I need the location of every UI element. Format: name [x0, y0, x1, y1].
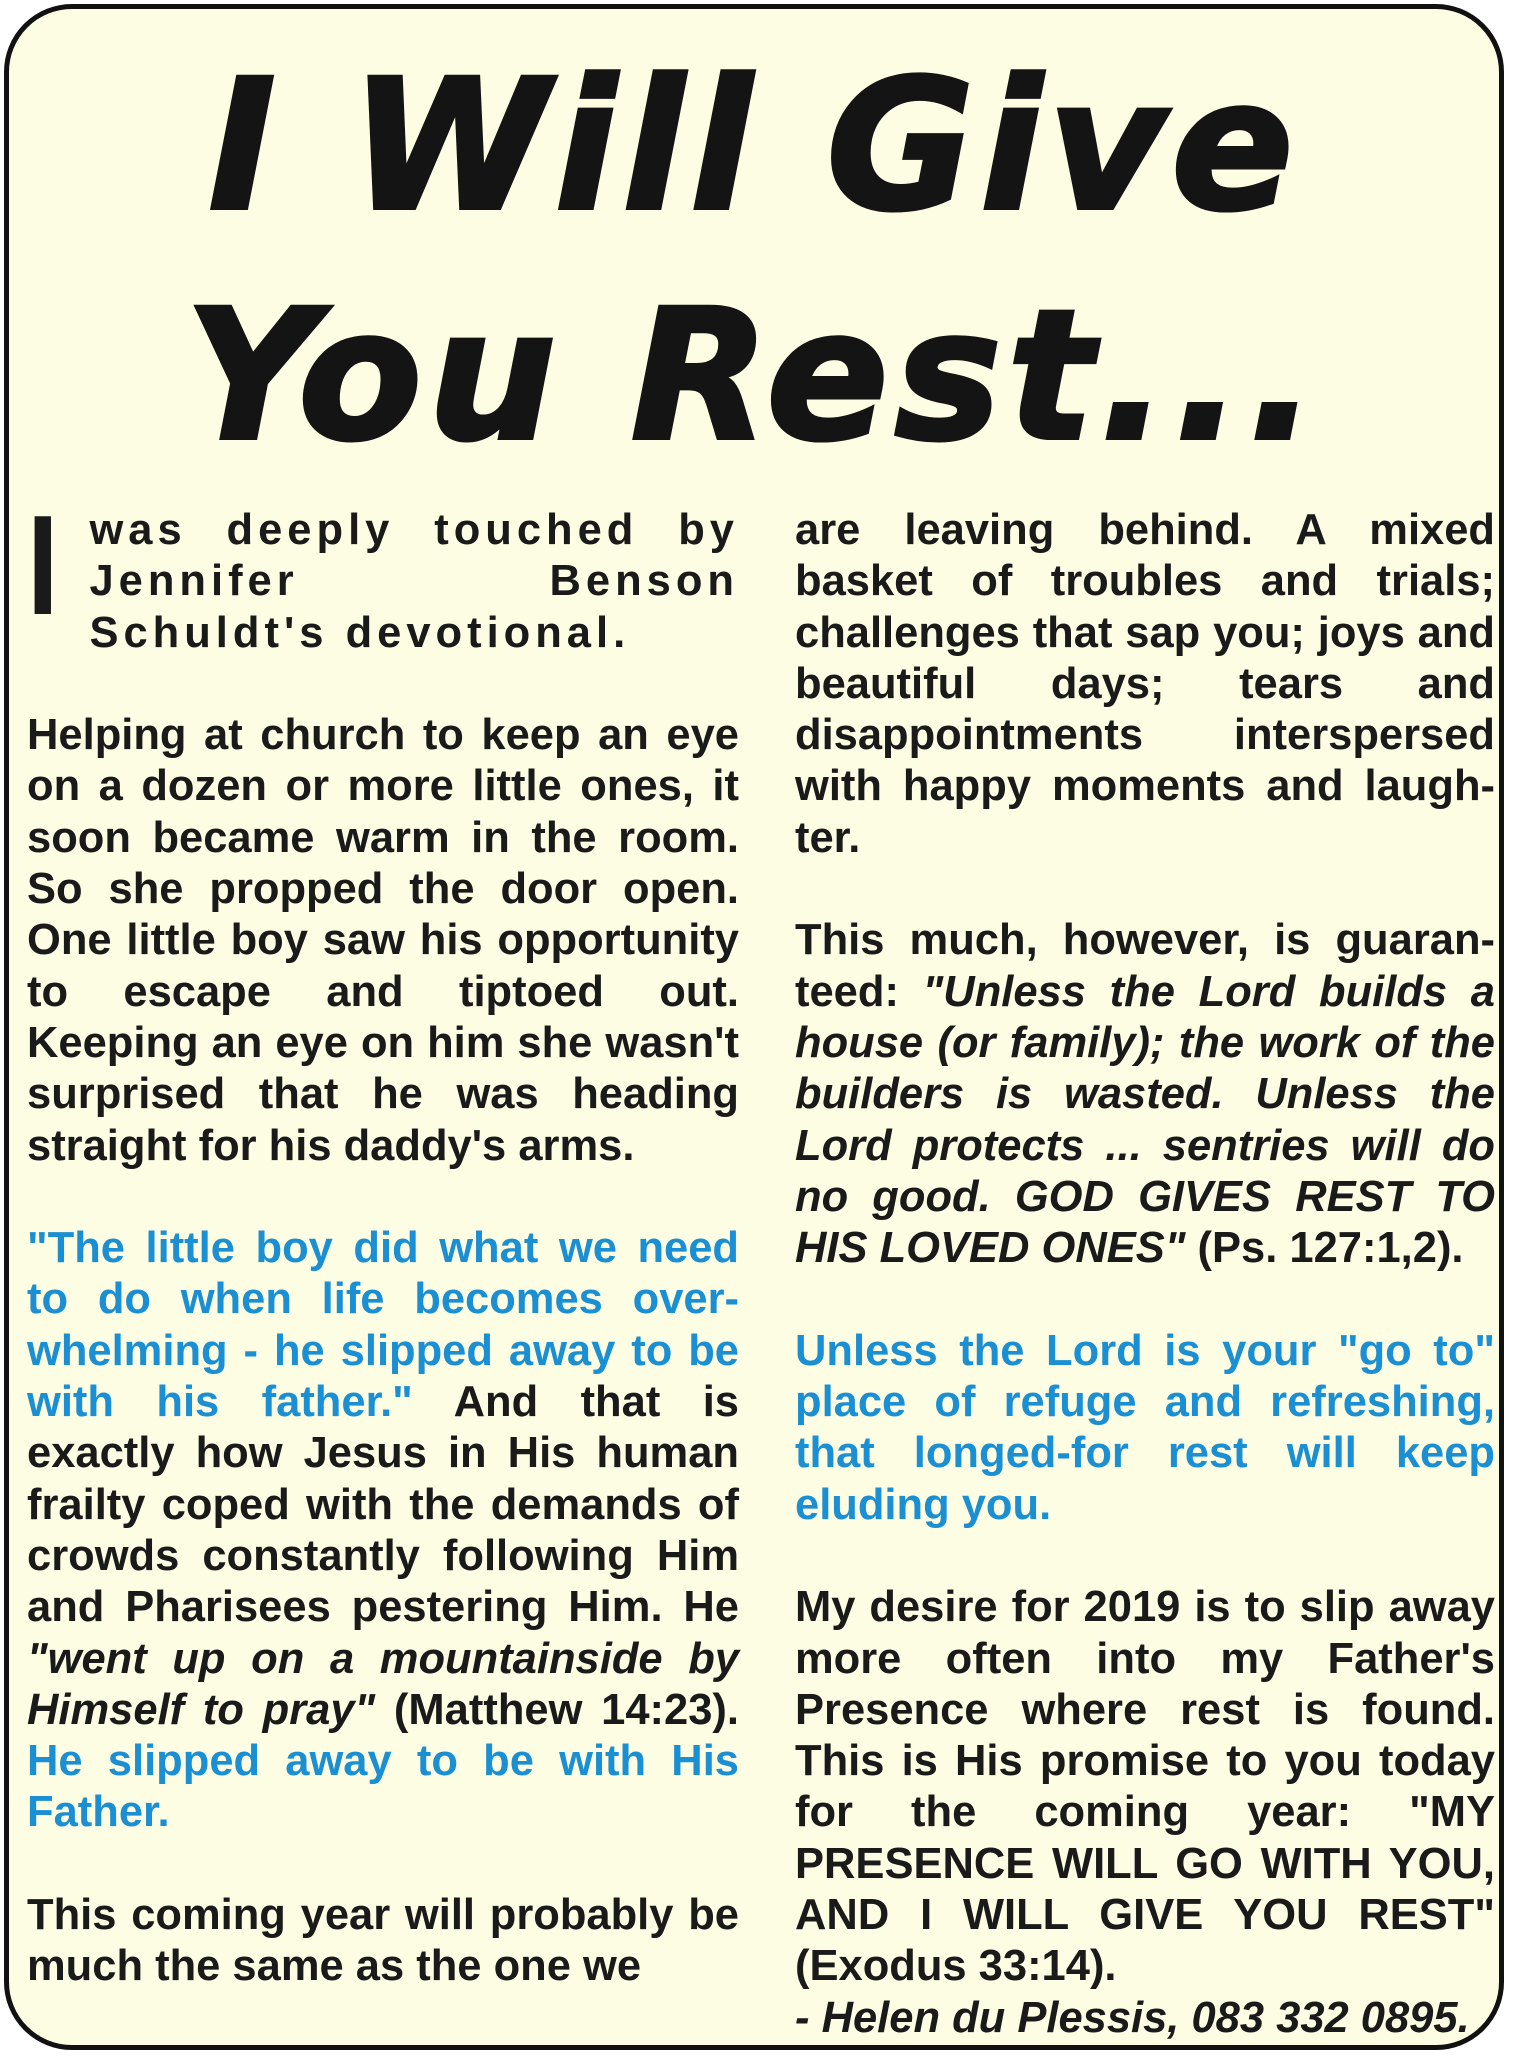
drop-cap: I — [27, 486, 63, 645]
guarantee-text: This much, however, is guaran-teed: — [795, 916, 1495, 1016]
signature: - Helen du Plessis, 083 332 0895. — [795, 1993, 1470, 2042]
paragraph-church: Helping at church to keep an eye on a dozen or more little ones, it soon became warm in the room. So she propped the door open. One little boy saw his opportunity to escape and tiptoed out. Keeping an eye on him she wasn't surprised that he was heading straight for his daddy's arms. — [27, 711, 739, 1170]
paragraph-desire: My desire for 2019 is to slip away more often into my Father's Presence where rest is found. This is His promise to you today for the coming year: "MY PRESENCE WILL GO WITH YOU, AND I WILL GIVE YOU REST" (Exodus 33:14). — [795, 1583, 1495, 1991]
left-column — [27, 486, 739, 1993]
scripture-ref: (Matthew 14:23). — [375, 1685, 739, 1734]
paragraph-refuge: Unless the Lord is your "go to" place of refuge and refreshing, that longed-for rest will keep eluding you. — [795, 1326, 1495, 1529]
intro-text: was deeply touched by Jennifer Benson Schuldt's devotional. — [89, 506, 739, 657]
scripture-quote: "went up on a mountainside by Himself to pray" — [27, 1634, 739, 1734]
psalm-quote: "Unless the Lord builds a house (or family); the work of the builders is wasted. Unless the Lord protects ... sentries will do no good. GOD GIVES REST TO HIS LOVED ONES" — [795, 967, 1495, 1273]
intro-paragraph — [27, 486, 739, 659]
right-column — [795, 505, 1495, 2044]
paragraph-mixed-basket: are leaving behind. A mixed basket of troubles and trials; challenges that sap you; joys and beautiful days; tears and disappointments interspersed with happy moments and laugh-ter. — [795, 506, 1495, 862]
headline-line-2: You Rest... — [185, 272, 1323, 481]
psalm-ref: (Ps. 127:1,2). — [1185, 1224, 1464, 1273]
headline-line-1: I Will Give — [208, 42, 1300, 251]
paragraph-guarantee — [795, 915, 1495, 1274]
article-card — [4, 4, 1504, 2050]
paragraph-coming-year: This coming year will probably be much the same as the one we — [27, 1891, 739, 1991]
paragraph-little-boy — [27, 1223, 739, 1839]
blue-statement: He slipped away to be with His Father. — [27, 1737, 739, 1837]
blue-quote: "The little boy did what we need to do when life becomes over-whelming - he slipped away to be with his father." — [27, 1224, 739, 1427]
jesus-text: And that is exactly how Jesus in His human frailty coped with the demands of crowds constantly following Him and Pharisees pestering Him. He — [27, 1378, 739, 1632]
